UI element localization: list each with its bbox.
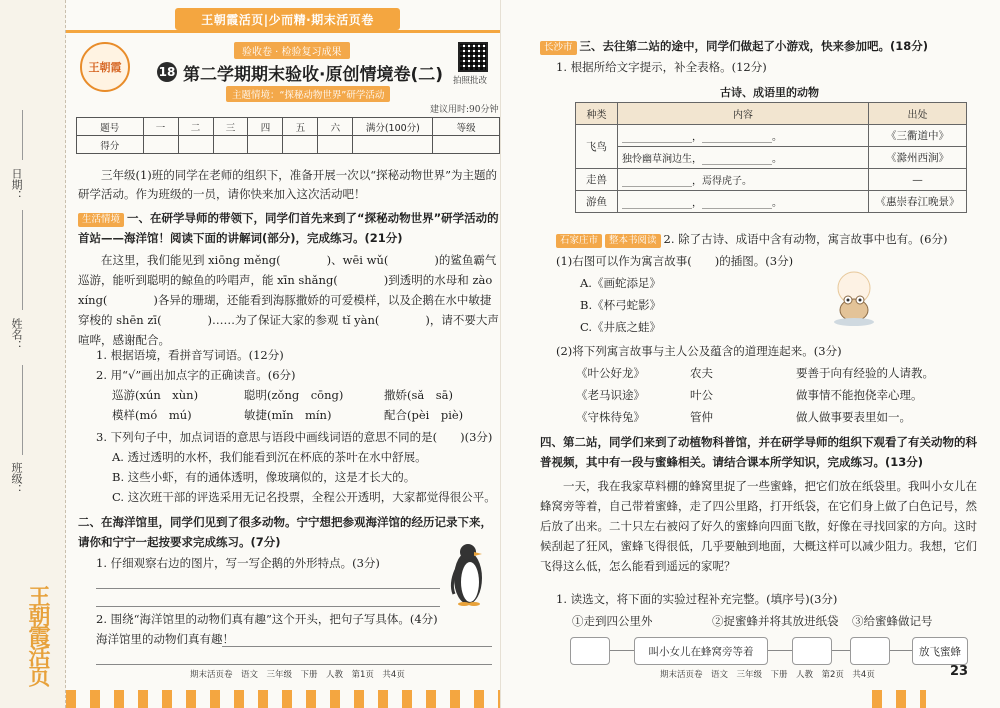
- score-input[interactable]: [213, 136, 248, 154]
- table-content[interactable]: ______________，焉得虎子。: [618, 169, 869, 191]
- score-table: [76, 117, 500, 154]
- table-header: 出处: [869, 103, 967, 125]
- choice-b[interactable]: B.《杯弓蛇影》: [580, 298, 662, 312]
- question-3-2-1: (1)右图可以作为寓言故事( )的插图。(3分): [556, 254, 794, 268]
- flow-arrow: [768, 650, 792, 651]
- table-kind: 飞鸟: [576, 125, 618, 169]
- scenario-tag: 生活情境: [78, 213, 124, 227]
- left-footer: 期末活页卷 语文 三年级 下册 人教 第1页 共4页: [190, 670, 405, 680]
- page-number: 23: [950, 664, 969, 679]
- score-cell: 题号: [77, 118, 144, 136]
- score-input[interactable]: [433, 136, 500, 154]
- theme-tag: 主题情境：“探秘动物世界”研学活动: [226, 86, 390, 102]
- score-input[interactable]: [318, 136, 353, 154]
- class-line: [22, 365, 23, 455]
- score-cell: 等级: [433, 118, 500, 136]
- answer-line[interactable]: [96, 606, 440, 607]
- step-option: ②捉蜜蜂并将其放进纸袋: [712, 614, 839, 628]
- date-line: [22, 110, 23, 160]
- match-lesson[interactable]: 做事情不能抱侥幸心理。: [796, 388, 923, 402]
- match-hero[interactable]: 叶公: [690, 388, 713, 402]
- table-content[interactable]: 独怜幽草涧边生，______________。: [618, 147, 869, 169]
- table-row: [576, 125, 967, 147]
- question-2-1: 1. 仔细观察右边的图片，写一写企鹅的外形特点。(3分): [96, 556, 380, 570]
- score-cell: 二: [178, 118, 213, 136]
- score-input[interactable]: [178, 136, 213, 154]
- name-label: 姓名：: [10, 318, 23, 351]
- pinyin-option[interactable]: 敏捷(mǐn mín): [244, 408, 332, 422]
- question-3-2-2: (2)将下列寓言故事与主人公及蕴含的道理连起来。(3分): [556, 344, 842, 358]
- match-hero[interactable]: 农夫: [690, 366, 713, 380]
- table-row: [576, 147, 967, 169]
- pinyin-option[interactable]: 模样(mó mú): [112, 408, 192, 422]
- choice-b[interactable]: B. 这些小虾，有的通体透明，像玻璃似的，这是才长大的。: [112, 470, 416, 484]
- step-option: ③给蜜蜂做记号: [852, 614, 933, 628]
- score-cell: 五: [283, 118, 318, 136]
- score-input[interactable]: [353, 136, 433, 154]
- exam-title: 第二学期期末验收·原创情境卷(二): [183, 65, 443, 85]
- table-header: 内容: [618, 103, 869, 125]
- choice-c[interactable]: C.《井底之蛙》: [580, 320, 662, 334]
- flow-step-box: 放飞蜜蜂: [912, 637, 968, 665]
- question-4-heading: 四、第二站，同学们来到了动植物科普馆，并在研学导师的组织下观看了有关动物的科普视频，其中有一段与蜜蜂相关。请结合课本所学知识，完成练习。(13分): [540, 435, 977, 469]
- answer-line[interactable]: [222, 646, 492, 647]
- question-4-passage: 一天，我在我家草料棚的蜂窝里捉了一些蜜蜂，把它们放在纸袋里。我叫小女儿在蜂窝旁等着，自己带着蜜蜂，走了四公里路，打开纸袋，在它们身上做了白色记号，然后放了出来。二十只左右被闷了好久的蜜蜂向四面飞散，好像在寻找回家的方向。这时候刮起了狂风，蜜蜂飞得很低，几乎要触到地面，大概这样可以减少阻力。我想，它们飞得这么低，怎么能看到遥远的家呢？: [540, 479, 977, 573]
- flow-arrow: [832, 650, 850, 651]
- top-banner: 王朝霞活页|少而精·期末活页卷: [175, 8, 400, 30]
- question-3-text: 三、去往第二站的途中，同学们做起了小游戏，快来参加吧。(18分): [579, 39, 929, 53]
- score-table-header-row: [77, 118, 500, 136]
- pinyin-option[interactable]: 撒娇(sǎ sā): [384, 388, 453, 402]
- score-input[interactable]: [248, 136, 283, 154]
- match-story[interactable]: 《叶公好龙》: [576, 366, 645, 380]
- penguin-icon: [446, 540, 490, 608]
- score-input[interactable]: [283, 136, 318, 154]
- score-cell: 三: [213, 118, 248, 136]
- time-note: 建议用时:90分钟: [430, 105, 499, 115]
- class-label: 班级：: [10, 462, 23, 495]
- answer-line[interactable]: [96, 664, 492, 665]
- qr-label: 拍照批改: [453, 76, 488, 86]
- bottom-decoration: [66, 690, 500, 708]
- score-cell: 四: [248, 118, 283, 136]
- date-label: 日期：: [10, 168, 23, 201]
- question-1-passage: 在这里，我们能见到 xiōng měng( )、wēi wǔ( )的鲨鱼霸气巡游，能听到聪明的鲸鱼的吟唱声，能 xīn shǎng( )到透明的水母和 zào xíng( )各异的珊瑚，还能看到海豚撒娇的可爱模样，以及企鹅在水中敏捷穿梭的 shēn zī( )……为了保证大家的参观 tǐ yàn( )，请不要大声喧哗，感谢配合。: [78, 253, 499, 347]
- region-tag: 长沙市: [540, 41, 577, 55]
- table-title: 古诗、成语里的动物: [720, 86, 819, 99]
- table-kind: 游鱼: [576, 191, 618, 213]
- score-table-score-row: [77, 136, 500, 154]
- table-source: 《惠崇春江晚景》: [869, 191, 967, 213]
- table-header: 种类: [576, 103, 618, 125]
- choice-a[interactable]: A.《画蛇添足》: [580, 276, 661, 290]
- question-1-3: 3. 下列句子中，加点词语的意思与语段中画线词语的意思不同的是( )(3分): [96, 430, 493, 444]
- match-hero[interactable]: 管仲: [690, 410, 713, 424]
- top-stripe: [66, 30, 500, 33]
- animals-table: [575, 102, 967, 213]
- match-story[interactable]: 《守株待兔》: [576, 410, 645, 424]
- choice-a[interactable]: A. 透过透明的水杯，我们能看到沉在杯底的茶叶在水中舒展。: [112, 450, 427, 464]
- table-content[interactable]: ______________，______________。: [618, 191, 869, 213]
- question-2-2-start: 海洋馆里的动物们真有趣！: [96, 632, 234, 646]
- brand-seal-icon: 王朝霞: [80, 42, 130, 92]
- pinyin-option[interactable]: 配合(pèi piè): [384, 408, 464, 422]
- question-3-2-text: 2. 除了古诗、成语中含有动物，寓言故事中也有。(6分): [663, 232, 948, 246]
- table-row: [576, 169, 967, 191]
- table-content[interactable]: ______________，______________。: [618, 125, 869, 147]
- question-3-heading: [540, 36, 980, 56]
- question-1-2: 2. 用“√”画出加点字的正确读音。(6分): [96, 368, 296, 382]
- step-option: ①走到四公里外: [572, 614, 653, 628]
- table-header-row: [576, 103, 967, 125]
- center-fold: [500, 0, 501, 708]
- table-source: —: [869, 169, 967, 191]
- flow-blank-box[interactable]: [570, 637, 610, 665]
- flow-step-box: 叫小女儿在蜂窝旁等着: [634, 637, 768, 665]
- score-cell: 六: [318, 118, 353, 136]
- question-1-1: 1. 根据语境，看拼音写词语。(12分): [96, 348, 284, 362]
- score-cell: 得分: [77, 136, 144, 154]
- exam-number-badge: 18: [157, 62, 177, 82]
- right-footer: 期末活页卷 语文 三年级 下册 人教 第2页 共4页: [660, 670, 875, 680]
- match-lesson[interactable]: 做人做事要表里如一。: [796, 410, 911, 424]
- pinyin-option[interactable]: 聪明(zǒng cōng): [244, 388, 344, 402]
- name-line: [22, 210, 23, 310]
- frog-in-well-icon: [826, 268, 882, 328]
- subtitle-tag: 验收卷 · 检验复习成果: [234, 42, 350, 59]
- table-source: 《三衢道中》: [869, 125, 967, 147]
- match-lesson[interactable]: 要善于向有经验的人请教。: [796, 366, 934, 380]
- table-row: [576, 191, 967, 213]
- answer-line[interactable]: [96, 588, 440, 589]
- question-2-2: 2. 围绕“海洋馆里的动物们真有趣”这个开头，把句子写具体。(4分): [96, 612, 438, 626]
- score-cell: 满分(100分): [353, 118, 433, 136]
- question-3-1: 1. 根据所给文字提示，补全表格。(12分): [556, 60, 767, 74]
- question-4-1: 1. 读选文，将下面的实验过程补充完整。(填序号)(3分): [556, 592, 838, 606]
- reading-tag: 整本书阅读: [605, 234, 661, 248]
- score-input[interactable]: [143, 136, 178, 154]
- binding-strip: [0, 0, 66, 708]
- intro-text: 三年级(1)班的同学在老师的组织下，准备开展一次以“探秘动物世界”为主题的研学活动。作为班级的一员，请你快来加入这次活动吧！: [78, 168, 498, 201]
- qr-code-icon[interactable]: [458, 42, 488, 72]
- region-tag: 石家庄市: [556, 234, 602, 248]
- table-source: 《滁州西涧》: [869, 147, 967, 169]
- flow-arrow: [890, 650, 912, 651]
- table-kind: 走兽: [576, 169, 618, 191]
- bottom-decoration: [872, 690, 926, 708]
- flow-blank-box[interactable]: [850, 637, 890, 665]
- question-1-text: 一、在研学导师的带领下，同学们首先来到了“探秘动物世界”研学活动的首站——海洋馆！阅读下面的讲解词(部分)，完成练习。(21分): [78, 211, 499, 245]
- brand-vertical: 王朝霞活页: [25, 585, 51, 685]
- match-story[interactable]: 《老马识途》: [576, 388, 645, 402]
- question-3-2: [556, 230, 976, 249]
- score-cell: 一: [143, 118, 178, 136]
- question-1-heading: [78, 208, 500, 248]
- flow-blank-box[interactable]: [792, 637, 832, 665]
- question-2-heading: 二、在海洋馆里，同学们见到了很多动物。宁宁想把参观海洋馆的经历记录下来，请你和宁宁一起按要求完成练习。(7分): [78, 515, 492, 549]
- flow-arrow: [610, 650, 634, 651]
- choice-c[interactable]: C. 这次班干部的评选采用无记名投票，全程公开透明，大家都觉得很公平。: [112, 490, 496, 504]
- pinyin-option[interactable]: 巡游(xún xùn): [112, 388, 199, 402]
